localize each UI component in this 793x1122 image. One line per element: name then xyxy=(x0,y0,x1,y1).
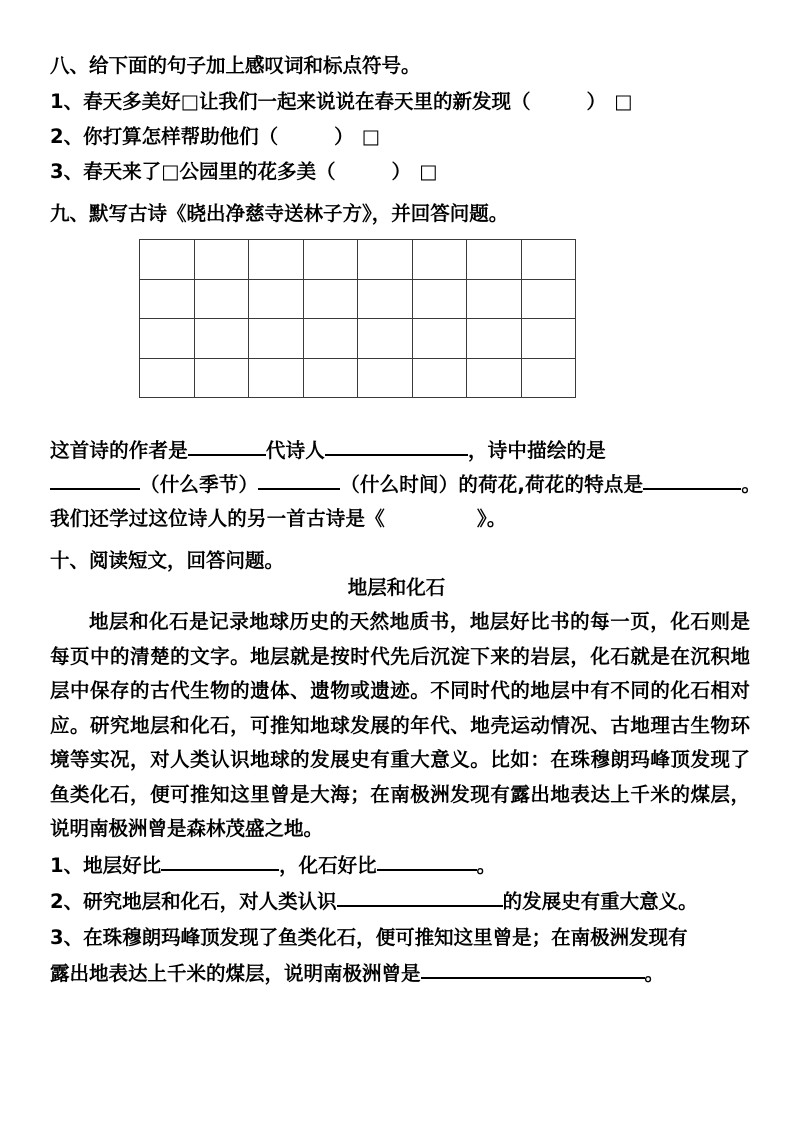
question-text: 在珠穆朗玛峰顶发现了鱼类化石，便可推知这里曾是；在南极洲发现有 xyxy=(83,926,688,949)
item-number: 3、 xyxy=(50,160,84,183)
table-row xyxy=(140,358,576,398)
blank-answer-1b[interactable] xyxy=(377,852,477,871)
punctuation-box-icon[interactable]: □ xyxy=(614,90,633,113)
section-eight-item-1 xyxy=(50,84,750,119)
poem-fill-line-1 xyxy=(50,434,760,468)
question-text: 。 xyxy=(476,854,497,877)
section-nine-heading: 九、默写古诗《晓出净慈寺送林子方》，并回答问题。 xyxy=(50,202,509,225)
table-row xyxy=(140,319,576,359)
item-paren-close: ） xyxy=(391,160,412,183)
grid-cell[interactable] xyxy=(467,358,522,398)
poem-fill-line-2 xyxy=(50,468,760,502)
grid-cell[interactable] xyxy=(358,358,413,398)
fill-text: 这首诗的作者是 xyxy=(50,439,188,462)
grid-cell[interactable] xyxy=(249,279,304,319)
grid-cell[interactable] xyxy=(249,358,304,398)
question-text: 的发展史有重大意义。 xyxy=(502,890,698,913)
blank-time[interactable] xyxy=(258,471,340,490)
grid-cell[interactable] xyxy=(358,279,413,319)
grid-cell[interactable] xyxy=(467,279,522,319)
reading-question-3-line-1 xyxy=(50,920,760,956)
item-text-a: 春天多美好 xyxy=(83,90,181,113)
poem-grid-table[interactable] xyxy=(139,239,576,398)
fill-text: （什么季节） xyxy=(140,473,259,496)
blank-season[interactable] xyxy=(50,471,140,490)
item-paren-close: ） xyxy=(334,125,354,148)
poem-fill-blanks xyxy=(50,434,760,536)
poem-writing-grid[interactable] xyxy=(139,239,576,398)
punctuation-box-icon[interactable]: □ xyxy=(161,160,180,183)
grid-cell[interactable] xyxy=(521,279,576,319)
section-eight-item-3 xyxy=(50,154,750,189)
question-text: 研究地层和化石，对人类认识 xyxy=(83,890,337,913)
grid-cell[interactable] xyxy=(303,240,358,280)
reading-passage xyxy=(50,605,750,847)
question-text: 露出地表达上千米的煤层，说明南极洲曾是 xyxy=(50,962,421,985)
table-row xyxy=(140,279,576,319)
section-eight-heading: 八、给下面的句子加上感叹词和标点符号。 xyxy=(50,54,421,77)
blank-poet-name[interactable] xyxy=(325,437,468,456)
grid-cell[interactable] xyxy=(521,319,576,359)
grid-cell[interactable] xyxy=(194,240,249,280)
fill-text: （什么时间）的荷花,荷花的特点是 xyxy=(340,473,644,496)
punctuation-box-icon[interactable]: □ xyxy=(180,90,200,113)
item-number: 3、 xyxy=(50,926,84,949)
grid-cell[interactable] xyxy=(140,240,195,280)
section-eight xyxy=(50,48,750,232)
fill-text: ，诗中描绘的是 xyxy=(468,439,606,462)
item-number: 1、 xyxy=(50,90,84,113)
punctuation-box-icon[interactable]: □ xyxy=(361,125,381,148)
grid-cell[interactable] xyxy=(249,319,304,359)
grid-cell[interactable] xyxy=(358,319,413,359)
question-text: 。 xyxy=(644,962,665,985)
grid-cell[interactable] xyxy=(412,319,467,359)
grid-cell[interactable] xyxy=(194,319,249,359)
item-text-a: 春天来了 xyxy=(83,160,162,183)
section-ten-heading: 十、阅读短文，回答问题。 xyxy=(50,549,285,572)
reading-question-3-line-2 xyxy=(50,956,760,992)
item-text-b: 公园里的花多美（ xyxy=(179,160,336,183)
grid-cell[interactable] xyxy=(412,358,467,398)
grid-cell[interactable] xyxy=(303,279,358,319)
grid-cell[interactable] xyxy=(194,279,249,319)
punctuation-box-icon[interactable]: □ xyxy=(419,160,438,183)
item-paren-close: ） xyxy=(586,90,607,113)
blank-lotus-feature[interactable] xyxy=(643,471,741,490)
grid-cell[interactable] xyxy=(194,358,249,398)
item-text-b: 让我们一起来说说在春天里的新发现（ xyxy=(199,90,531,113)
fill-text: 》。 xyxy=(476,507,507,530)
article-title: 地层和化石 xyxy=(347,576,446,599)
blank-answer-1a[interactable] xyxy=(161,852,279,871)
grid-cell[interactable] xyxy=(412,279,467,319)
question-text: 地层好比 xyxy=(83,854,162,877)
fill-text: 我们还学过这位诗人的另一首古诗是《 xyxy=(50,507,385,530)
fill-text: 。 xyxy=(741,473,762,496)
poem-grid-body xyxy=(140,240,576,398)
table-row xyxy=(140,240,576,280)
blank-answer-2[interactable] xyxy=(337,888,503,907)
grid-cell[interactable] xyxy=(249,240,304,280)
reading-questions xyxy=(50,848,760,992)
passage-paragraph: 地层和化石是记录地球历史的天然地质书，地层好比书的每一页，化石则是每页中的清楚的文字。地层就是按时代先后沉淀下来的岩层，化石就是在沉积地层中保存的古代生物的遗体、遗物或遗迹。不同时代的地层中有不同的化石相对应。研究地层和化石，可推知地球发展的年代、地壳运动情况、古地理古生物环境等实况，对人类认识地球的发展史有重大意义。比如：在珠穆朗玛峰顶发现了鱼类化石，便可推知这里曾是大海；在南极洲发现有露出地表达上千米的煤层，说明南极洲曾是森林茂盛之地。 xyxy=(50,610,750,840)
grid-cell[interactable] xyxy=(303,319,358,359)
reading-question-1 xyxy=(50,848,760,884)
blank-dynasty[interactable] xyxy=(188,437,266,456)
section-eight-item-2 xyxy=(50,119,750,154)
item-number: 2、 xyxy=(50,890,84,913)
question-text: ，化石好比 xyxy=(279,854,377,877)
item-number: 1、 xyxy=(50,854,84,877)
item-number: 2、 xyxy=(50,125,84,148)
grid-cell[interactable] xyxy=(412,240,467,280)
item-text-a: 你打算怎样帮助他们（ xyxy=(83,125,279,148)
blank-answer-3[interactable] xyxy=(421,960,645,979)
grid-cell[interactable] xyxy=(140,279,195,319)
grid-cell[interactable] xyxy=(467,319,522,359)
grid-cell[interactable] xyxy=(303,358,358,398)
poem-fill-line-3 xyxy=(50,502,760,536)
grid-cell[interactable] xyxy=(521,240,576,280)
fill-text: 代诗人 xyxy=(265,439,326,462)
grid-cell[interactable] xyxy=(521,358,576,398)
grid-cell[interactable] xyxy=(358,240,413,280)
grid-cell[interactable] xyxy=(140,358,195,398)
reading-question-2 xyxy=(50,884,760,920)
grid-cell[interactable] xyxy=(140,319,195,359)
grid-cell[interactable] xyxy=(467,240,522,280)
